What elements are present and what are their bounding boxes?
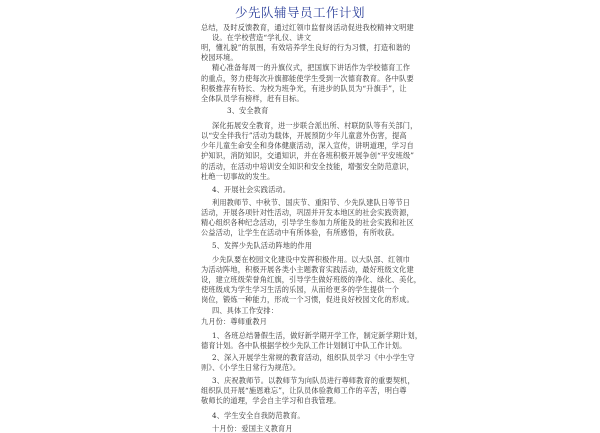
text-line: 4、学生安全自我防范教育。 <box>212 411 305 420</box>
text-line: 则》、《小学生日常行为规范》。 <box>201 363 301 372</box>
text-line: 明，懂礼貌”的氛围，有效培养学生良好的行为习惯，打造和谐的 <box>201 43 411 52</box>
text-line: 以“安全伴我行”活动为载体，开展预防少年儿童意外伤害，提高 <box>201 131 407 140</box>
text-line: 2、深入开展学生常规的教育活动，组织队员学习《中小学生守 <box>212 353 415 362</box>
text-line: 的活动，在活动中培训安全知识和安全技能，增强安全防范意识， <box>201 162 414 171</box>
text-line: 活动，开展各项针对性活动，巩固并开发本地区的社会实践资源， <box>201 208 414 217</box>
text-line: 利用教师节、中秋节、国庆节、重阳节、少先队建队日等节日 <box>212 198 411 207</box>
text-line: 4、开展社会实践活动。 <box>212 185 291 194</box>
text-line: 四、具体工作安排： <box>212 306 279 315</box>
text-line: 十月份：爱国主义教育月 <box>212 424 293 433</box>
text-line: 深化拓展安全教育，进一步联合派出所、村联防队等有关部门， <box>212 121 418 130</box>
text-line: 敬师长的道理，学会自主学习和自我管理。 <box>201 396 341 405</box>
text-line: 少年儿童生命安全和身体健康活动，深入宣传，讲明道理，学习自 <box>201 141 414 150</box>
text-line: 德育计划。各中队根据学校少先队工作计划制订中队工作计划。 <box>201 341 407 350</box>
text-line: 全体队员学有榜样，赶有目标。 <box>201 94 304 103</box>
text-line: 杜绝一切事故的发生。 <box>201 172 275 181</box>
text-line: 1、各班总结暑假生活，做好新学期开学工作，制定新学期计划， <box>212 331 423 340</box>
text-line: 设。在学校营造“学礼仪、讲文 <box>212 33 312 42</box>
text-line: 积极推荐有特长、为校为班争光，有进步的队员为“升旗手”，让 <box>201 84 407 93</box>
text-line: 组织队员开展“施恩难忘”，让队员体验教师工作的辛苦，明白尊 <box>201 386 407 395</box>
text-line: 3、安全教育 <box>227 106 269 115</box>
text-line: 为活动阵地，积极开展各类小主题教育实践活动，最好班级文化建 <box>201 265 414 274</box>
text-line: 精心组织各种纪念活动，引导学生参加力所能及的社会实践和社区 <box>201 218 414 227</box>
text-line: 公益活动，让学生在活动中有所体验，有所感悟，有所收获。 <box>201 228 400 237</box>
text-line: 精心准备每周一的升旗仪式，把国旗下讲话作为学校德育工作 <box>212 63 411 72</box>
text-line: 使班级成为学生学习生活的乐园，从而给更多的学生提供一个 <box>201 285 400 294</box>
document-title: 少先队辅导员工作计划 <box>234 5 365 20</box>
text-line: 总结，及时反馈教育，通过红领巾监督岗活动促进我校精神文明建 <box>201 23 414 32</box>
text-line: 九月份：尊师重教月 <box>201 317 268 326</box>
text-line: 3、庆祝教师节。以教师节为向队员进行尊师教育的重要契机， <box>212 376 415 385</box>
text-line: 校园环境。 <box>201 53 238 62</box>
text-line: 的重点，努力使每次升旗都能使学生受到一次德育教育。各中队要 <box>201 74 414 83</box>
text-line: 5、发挥少先队活动阵地的作用 <box>212 241 313 250</box>
text-line: 护知识，消防知识，交通知识，并在各班积极开展争创“平安班级” <box>201 151 415 160</box>
text-line: 岗位，锻炼一种能力，形成一个习惯，促进良好校园文化的形成。 <box>201 295 414 304</box>
text-line: 少先队要在校园文化建设中发挥积极作用。以大队部、红领巾 <box>212 255 411 264</box>
text-line: 设，建立班级荣誉角红旗，引导学生做好班级的净化、绿化、美化， <box>201 275 422 284</box>
